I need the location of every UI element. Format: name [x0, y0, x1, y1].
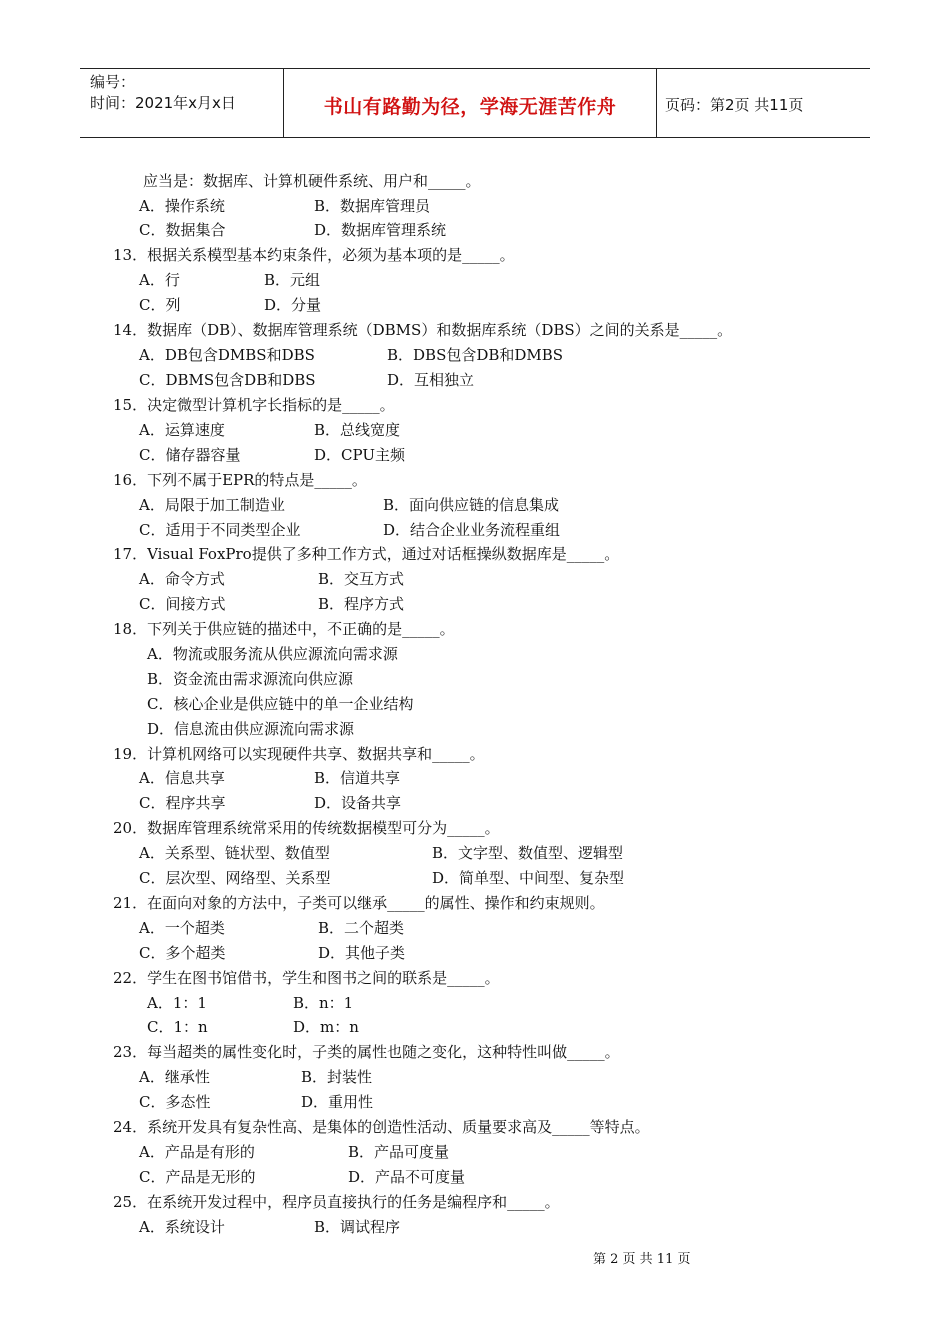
document-date-label: 时间：2021年x月x日: [90, 94, 236, 112]
option-text: D．重用性: [301, 1093, 374, 1111]
question-text: 16．下列不属于EPR的特点是_____。: [113, 471, 367, 489]
option-text: D．其他子类: [318, 944, 406, 962]
question-text: 应当是：数据库、计算机硬件系统、用户和_____。: [143, 172, 481, 190]
option-text: B．交互方式: [318, 570, 405, 588]
option-text: A．局限于加工制造业: [139, 496, 285, 514]
question-text: 25．在系统开发过程中，程序员直接执行的任务是编程序和_____。: [113, 1193, 560, 1211]
question-text: 21．在面向对象的方法中，子类可以继承_____的属性、操作和约束规则。: [113, 894, 605, 912]
page-header: [80, 68, 870, 138]
option-text: C．DBMS包含DB和DBS: [139, 371, 316, 389]
option-text: C．列: [139, 296, 181, 314]
question-text: 15．决定微型计算机字长指标的是_____。: [113, 396, 395, 414]
option-text: C．产品是无形的: [139, 1168, 256, 1186]
option-text: B．封装性: [301, 1068, 373, 1086]
header-page-cell: [656, 69, 870, 137]
option-text: D．分量: [264, 296, 322, 314]
option-text: A．关系型、链状型、数值型: [139, 844, 330, 862]
option-text: B．DBS包含DB和DMBS: [387, 346, 564, 364]
document-number-label: 编号：: [90, 73, 136, 91]
option-text: D．信息流由供应源流向需求源: [147, 720, 355, 738]
option-text: A．运算速度: [139, 421, 225, 439]
header-meta: [80, 69, 283, 137]
question-text: 23．每当超类的属性变化时，子类的属性也随之变化，这种特性叫做_____。: [113, 1043, 620, 1061]
option-text: C．适用于不同类型企业: [139, 521, 301, 539]
option-text: A．继承性: [139, 1068, 210, 1086]
option-text: D．简单型、中间型、复杂型: [432, 869, 625, 887]
option-text: C．程序共享: [139, 794, 226, 812]
option-text: B．文字型、数值型、逻辑型: [432, 844, 624, 862]
option-text: A．物流或服务流从供应源流向需求源: [147, 645, 398, 663]
option-text: A．行: [139, 271, 180, 289]
option-text: D．数据库管理系统: [314, 221, 447, 239]
question-text: 14．数据库（DB）、数据库管理系统（DBMS）和数据库系统（DBS）之间的关系是_____。: [113, 321, 733, 339]
question-text: 18．下列关于供应链的描述中，不正确的是_____。: [113, 620, 455, 638]
header-page-number: 页码：第2页 共11页: [665, 96, 804, 114]
option-text: B．总线宽度: [314, 421, 401, 439]
option-text: D．CPU主频: [314, 446, 405, 464]
option-text: C．核心企业是供应链中的单一企业结构: [147, 695, 414, 713]
option-text: C．数据集合: [139, 221, 226, 239]
option-text: B．产品可度量: [348, 1143, 450, 1161]
question-text: 22．学生在图书馆借书，学生和图书之间的联系是_____。: [113, 969, 500, 987]
option-text: D．结合企业业务流程重组: [383, 521, 561, 539]
option-text: A．产品是有形的: [139, 1143, 255, 1161]
option-text: D．互相独立: [387, 371, 475, 389]
option-text: C．间接方式: [139, 595, 226, 613]
option-text: B．程序方式: [318, 595, 405, 613]
option-text: B．n：1: [293, 994, 354, 1012]
option-text: A．系统设计: [139, 1218, 225, 1236]
option-text: A．DB包含DMBS和DBS: [139, 346, 315, 364]
option-text: B．资金流由需求源流向供应源: [147, 670, 354, 688]
option-text: B．信道共享: [314, 769, 401, 787]
question-text: 17．Visual FoxPro提供了多种工作方式，通过对话框操纵数据库是_____。: [113, 545, 620, 563]
option-text: B．调试程序: [314, 1218, 401, 1236]
option-text: C．多态性: [139, 1093, 211, 1111]
option-text: A．信息共享: [139, 769, 225, 787]
option-text: B．元组: [264, 271, 321, 289]
question-text: 19．计算机网络可以实现硬件共享、数据共享和_____。: [113, 745, 485, 763]
question-text: 24．系统开发具有复杂性高、是集体的创造性活动、质量要求高及_____等特点。: [113, 1118, 650, 1136]
page-footer: 第 2 页 共 11 页: [593, 1252, 691, 1267]
header-motto: 书山有路勤为径，学海无涯苦作舟: [323, 96, 617, 118]
option-text: C．储存器容量: [139, 446, 241, 464]
option-text: A．一个超类: [139, 919, 225, 937]
question-text: 13．根据关系模型基本约束条件，必须为基本项的是_____。: [113, 246, 515, 264]
option-text: C．1：n: [147, 1018, 208, 1036]
option-text: B．数据库管理员: [314, 197, 431, 215]
option-text: C．多个超类: [139, 944, 226, 962]
option-text: B．二个超类: [318, 919, 405, 937]
option-text: D．设备共享: [314, 794, 402, 812]
option-text: C．层次型、网络型、关系型: [139, 869, 331, 887]
option-text: A．1：1: [147, 994, 207, 1012]
option-text: D．产品不可度量: [348, 1168, 466, 1186]
option-text: B．面向供应链的信息集成: [383, 496, 560, 514]
option-text: D．m：n: [293, 1018, 359, 1036]
option-text: A．命令方式: [139, 570, 225, 588]
header-motto-cell: [283, 69, 657, 137]
option-text: A．操作系统: [139, 197, 225, 215]
question-text: 20．数据库管理系统常采用的传统数据模型可分为_____。: [113, 819, 500, 837]
